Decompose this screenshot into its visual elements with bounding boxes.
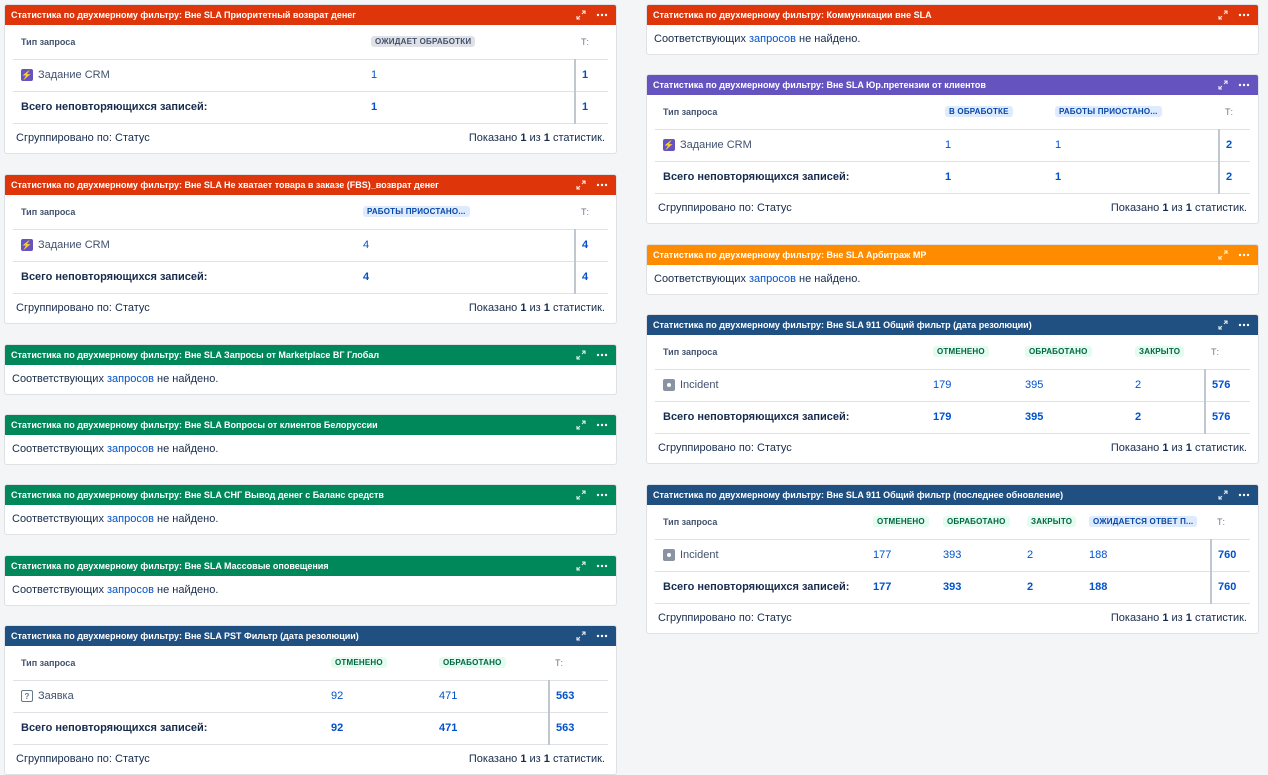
no-results-text: Соответствующих запросов не найдено. (12, 443, 219, 455)
cell-link[interactable]: 1 (945, 139, 952, 151)
cell-link[interactable]: 1 (1055, 139, 1062, 151)
total-label: Всего неповторяющихся записей: (13, 261, 355, 293)
cell-link[interactable]: 2 (1135, 379, 1142, 391)
expand-icon[interactable] (1218, 10, 1228, 20)
grouped-by-text: Сгруппировано по: Статус (658, 442, 792, 454)
table-header-row (13, 646, 608, 680)
column-total-link[interactable]: 1 (1055, 171, 1062, 183)
grouped-by-text: Сгруппировано по: Статус (16, 302, 150, 314)
cell-link[interactable]: 1 (371, 69, 378, 81)
gadget-title: Статистика по двухмерному фильтру: Вне SLA Арбитраж МР (653, 250, 927, 260)
request-type-icon: ? (21, 690, 33, 702)
total-column-header: Т: (575, 195, 608, 229)
gadget-title: Статистика по двухмерному фильтру: Вне SLA 911 Общий фильтр (последнее обновление) (653, 490, 1064, 500)
table-header-row (13, 195, 608, 229)
totals-row (655, 401, 1250, 433)
crm-task-icon: ⚡ (21, 69, 33, 80)
total-column-header: Т: (1211, 505, 1250, 539)
total-column-header: Т: (1205, 335, 1250, 369)
gadget-priority-refund (4, 4, 617, 154)
column-total-link[interactable]: 1 (371, 101, 378, 113)
gadget-title: Статистика по двухмерному фильтру: Вне SLA СНГ Вывод денег с Баланс средств (11, 490, 384, 500)
more-options-icon[interactable] (1238, 250, 1250, 260)
gadget-header (5, 415, 616, 435)
shown-count-text: Показано 1 из 1 статистик. (468, 753, 605, 765)
gadget-header (5, 556, 616, 576)
expand-icon[interactable] (1218, 250, 1228, 260)
more-options-icon[interactable] (1238, 10, 1250, 20)
cell-link[interactable]: 177 (873, 549, 892, 561)
status-column-header[interactable]: ОТМЕНЕНО (323, 646, 431, 680)
table-header-row (655, 335, 1250, 369)
gadget-belarus-questions (4, 414, 617, 465)
grand-total-link[interactable]: 760 (1218, 581, 1237, 593)
stats-table (655, 335, 1250, 434)
gadget-arbitration (646, 244, 1259, 295)
row-total-link[interactable]: 760 (1218, 549, 1237, 561)
gadget-mass-notifications (4, 555, 617, 606)
grouped-by-text: Сгруппировано по: Статус (16, 132, 150, 144)
no-results-text: Соответствующих запросов не найдено. (12, 584, 219, 596)
gadget-header (5, 175, 616, 195)
gadget-title: Статистика по двухмерному фильтру: Вне SLA Вопросы от клиентов Белоруссии (11, 420, 378, 430)
stats-table (13, 195, 608, 294)
total-column-header: Т: (549, 646, 608, 680)
shown-count-text: Показано 1 из 1 статистик. (1110, 442, 1247, 454)
gadget-pst-filter (4, 625, 617, 775)
column-total-link[interactable]: 188 (1089, 581, 1108, 593)
cell-link[interactable]: 395 (1025, 379, 1044, 391)
table-header-row (655, 505, 1250, 539)
gadget-header (647, 75, 1258, 95)
status-column-header[interactable]: ОБРАБОТАНО (1017, 335, 1127, 369)
total-label: Всего неповторяющихся записей: (655, 401, 925, 433)
stats-table (655, 95, 1250, 194)
total-label: Всего неповторяющихся записей: (655, 161, 937, 193)
more-options-icon[interactable] (596, 420, 608, 430)
gadget-title: Статистика по двухмерному фильтру: Вне SLA Массовые оповещения (11, 561, 329, 571)
row-total-link[interactable]: 563 (556, 690, 575, 702)
totals-row (655, 571, 1250, 603)
gadget-title: Статистика по двухмерному фильтру: Вне SLA Не хватает товара в заказе (FBS)_возврат денег (11, 180, 439, 190)
gadget-title: Статистика по двухмерному фильтру: Вне SLA Юр.претензии от клиентов (653, 80, 986, 90)
grand-total-link[interactable]: 576 (1212, 411, 1231, 423)
table-row (655, 369, 1250, 401)
grouped-by-text: Сгруппировано по: Статус (658, 202, 792, 214)
column-total-link[interactable]: 395 (1025, 411, 1044, 423)
cell-link[interactable]: 4 (363, 239, 370, 251)
cell-link[interactable]: 92 (331, 690, 344, 702)
column-total-link[interactable]: 179 (933, 411, 952, 423)
status-column-header[interactable]: ОТМЕНЕНО (865, 505, 935, 539)
gadget-header (5, 5, 616, 25)
more-options-icon[interactable] (596, 350, 608, 360)
row-total-link[interactable]: 1 (582, 69, 589, 81)
crm-task-icon: ⚡ (663, 139, 675, 150)
incident-icon (663, 379, 675, 391)
table-row (655, 539, 1250, 571)
column-total-link[interactable]: 92 (331, 722, 344, 734)
incident-icon (663, 549, 675, 561)
cell-link[interactable]: 471 (439, 690, 458, 702)
gadget-911-last-update (646, 484, 1259, 634)
type-label: Incident (680, 379, 719, 391)
type-header: Тип запроса (13, 25, 363, 59)
gadget-title: Статистика по двухмерному фильтру: Вне SLA Запросы от Marketplace ВГ Глобал (11, 350, 380, 360)
expand-icon[interactable] (576, 180, 586, 190)
grand-total-link[interactable]: 2 (1226, 171, 1233, 183)
gadget-legal-claims (646, 74, 1259, 224)
gadget-missing-goods-refund (4, 174, 617, 324)
row-total-link[interactable]: 4 (582, 239, 589, 251)
stats-table (13, 25, 608, 124)
totals-row (13, 91, 608, 123)
grand-total-link[interactable]: 563 (556, 722, 575, 734)
total-label: Всего неповторяющихся записей: (655, 571, 865, 603)
type-label: Задание CRM (38, 69, 110, 81)
expand-icon[interactable] (1218, 490, 1228, 500)
table-header-row (13, 25, 608, 59)
column-total-link[interactable]: 393 (943, 581, 962, 593)
column-total-link[interactable]: 1 (945, 171, 952, 183)
total-label: Всего неповторяющихся записей: (13, 91, 363, 123)
more-options-icon[interactable] (596, 561, 608, 571)
status-column-header[interactable]: РАБОТЫ ПРИОСТАНО... (355, 195, 575, 229)
status-column-header[interactable]: ЗАКРЫТО (1127, 335, 1205, 369)
gadget-title: Статистика по двухмерному фильтру: Коммуникации вне SLA (653, 10, 932, 20)
crm-task-icon: ⚡ (21, 239, 33, 250)
row-total-link[interactable]: 2 (1226, 139, 1233, 151)
more-options-icon[interactable] (1238, 320, 1250, 330)
more-options-icon[interactable] (596, 631, 608, 641)
gadget-911-resolution (646, 314, 1259, 464)
column-total-link[interactable]: 2 (1135, 411, 1142, 423)
gadget-cis-withdrawal (4, 484, 617, 535)
table-row (13, 680, 608, 712)
gadget-communications (646, 4, 1259, 55)
type-header: Тип запроса (655, 505, 865, 539)
expand-icon[interactable] (576, 631, 586, 641)
gadget-marketplace-requests (4, 344, 617, 395)
status-column-header[interactable]: ОТМЕНЕНО (925, 335, 1017, 369)
expand-icon[interactable] (576, 420, 586, 430)
type-label: Задание CRM (680, 139, 752, 151)
expand-icon[interactable] (576, 350, 586, 360)
gadget-header (5, 345, 616, 365)
table-row (13, 229, 608, 261)
table-row (655, 129, 1250, 161)
table-row (13, 59, 608, 91)
cell-link[interactable]: 2 (1027, 549, 1034, 561)
stats-table (655, 505, 1250, 604)
type-header: Тип запроса (655, 95, 937, 129)
requests-link[interactable]: запросов (107, 513, 154, 525)
no-results-text: Соответствующих запросов не найдено. (12, 373, 219, 385)
requests-link[interactable]: запросов (749, 33, 796, 45)
column-total-link[interactable]: 2 (1027, 581, 1034, 593)
no-results-text: Соответствующих запросов не найдено. (12, 513, 219, 525)
column-total-link[interactable]: 471 (439, 722, 458, 734)
status-column-header[interactable]: РАБОТЫ ПРИОСТАНО... (1047, 95, 1219, 129)
status-column-header[interactable]: ОЖИДАЕТСЯ ОТВЕТ П... (1081, 505, 1211, 539)
expand-icon[interactable] (1218, 320, 1228, 330)
totals-row (655, 161, 1250, 193)
more-options-icon[interactable] (596, 180, 608, 190)
expand-icon[interactable] (576, 10, 586, 20)
status-column-header[interactable]: ОБРАБОТАНО (431, 646, 549, 680)
expand-icon[interactable] (576, 561, 586, 571)
grand-total-link[interactable]: 4 (582, 271, 589, 283)
gadget-header (5, 485, 616, 505)
type-header: Тип запроса (655, 335, 925, 369)
expand-icon[interactable] (576, 490, 586, 500)
shown-count-text: Показано 1 из 1 статистик. (468, 302, 605, 314)
stats-table (13, 646, 608, 745)
status-column-header[interactable]: В ОБРАБОТКЕ (937, 95, 1047, 129)
cell-link[interactable]: 179 (933, 379, 952, 391)
type-label: Заявка (38, 690, 74, 702)
type-header: Тип запроса (13, 195, 355, 229)
no-results-text: Соответствующих запросов не найдено. (654, 273, 861, 285)
cell-link[interactable]: 188 (1089, 549, 1108, 561)
status-column-header[interactable]: ОБРАБОТАНО (935, 505, 1019, 539)
gadget-header (647, 315, 1258, 335)
totals-row (13, 261, 608, 293)
more-options-icon[interactable] (1238, 490, 1250, 500)
gadget-header (647, 245, 1258, 265)
row-total-link[interactable]: 576 (1212, 379, 1231, 391)
grouped-by-text: Сгруппировано по: Статус (658, 612, 792, 624)
type-label: Incident (680, 549, 719, 561)
table-header-row (655, 95, 1250, 129)
totals-row (13, 712, 608, 744)
type-label: Задание CRM (38, 239, 110, 251)
gadget-title: Статистика по двухмерному фильтру: Вне SLA 911 Общий фильтр (дата резолюции) (653, 320, 1032, 330)
more-options-icon[interactable] (596, 490, 608, 500)
requests-link[interactable]: запросов (107, 373, 154, 385)
gadget-header (647, 5, 1258, 25)
total-label: Всего неповторяющихся записей: (13, 712, 323, 744)
column-total-link[interactable]: 177 (873, 581, 892, 593)
gadget-header (647, 485, 1258, 505)
cell-link[interactable]: 393 (943, 549, 962, 561)
shown-count-text: Показано 1 из 1 статистик. (1110, 202, 1247, 214)
column-total-link[interactable]: 4 (363, 271, 370, 283)
more-options-icon[interactable] (596, 10, 608, 20)
more-options-icon[interactable] (1238, 80, 1250, 90)
shown-count-text: Показано 1 из 1 статистик. (468, 132, 605, 144)
grand-total-link[interactable]: 1 (582, 101, 589, 113)
expand-icon[interactable] (1218, 80, 1228, 90)
gadget-title: Статистика по двухмерному фильтру: Вне SLA Приоритетный возврат денег (11, 10, 357, 20)
requests-link[interactable]: запросов (749, 273, 796, 285)
requests-link[interactable]: запросов (107, 584, 154, 596)
status-column-header[interactable]: ЗАКРЫТО (1019, 505, 1081, 539)
type-header: Тип запроса (13, 646, 323, 680)
no-results-text: Соответствующих запросов не найдено. (654, 33, 861, 45)
gadget-header (5, 626, 616, 646)
requests-link[interactable]: запросов (107, 443, 154, 455)
status-column-header[interactable]: ОЖИДАЕТ ОБРАБОТКИ (363, 25, 575, 59)
total-column-header: Т: (575, 25, 608, 59)
total-column-header: Т: (1219, 95, 1250, 129)
shown-count-text: Показано 1 из 1 статистик. (1110, 612, 1247, 624)
gadget-title: Статистика по двухмерному фильтру: Вне SLA PST Фильтр (дата резолюции) (11, 631, 359, 641)
grouped-by-text: Сгруппировано по: Статус (16, 753, 150, 765)
